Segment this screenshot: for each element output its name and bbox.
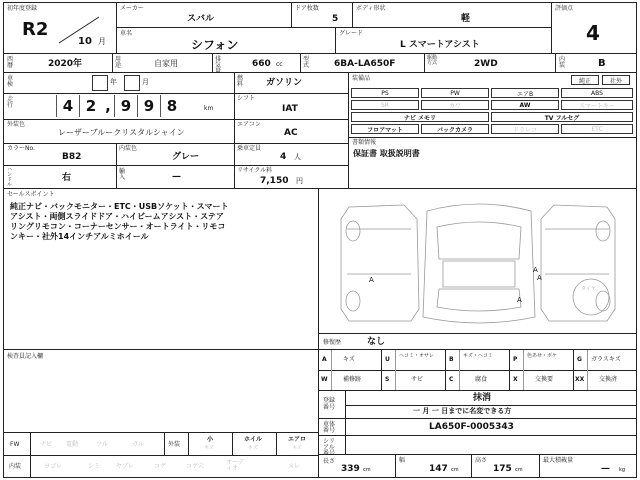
handle-value: 右 [62, 173, 72, 183]
sales-points [3, 188, 319, 350]
year-label: 西暦 [7, 56, 14, 69]
first-reg-month: 10 [78, 36, 92, 47]
equip-backcam-label: バックカメラ [436, 126, 473, 134]
sales-line: アシスト・両側スライドドア・ハイビームアシスト・ステア [10, 212, 224, 221]
height-value: 175 [493, 464, 512, 474]
docs-value: 保証書 取扱説明書 [353, 149, 420, 158]
tire-label: タイヤ [581, 286, 596, 292]
fuel-label: 燃料 [237, 75, 244, 88]
interior-row-label: 内装 [9, 463, 22, 470]
registration-note: 一 月 一 日までに名変できる方 [413, 407, 512, 415]
model-box [116, 27, 336, 54]
kg-unit: kg [619, 467, 626, 473]
equip-sr [351, 100, 419, 110]
width-value: 147 [429, 464, 448, 474]
equipment-title: 装備品 [352, 75, 371, 82]
doors-value: 5 [332, 14, 339, 24]
yen-unit: 円 [296, 177, 303, 185]
equip-airbag [491, 88, 559, 98]
import-label: 輸入 [119, 168, 126, 181]
recycle-value: 7,150 [260, 176, 289, 186]
grade-value: L スマートアシスト [400, 40, 480, 50]
equip-pw-label: PW [450, 89, 460, 97]
equip-floormat [351, 124, 419, 134]
legend-text: キズ [343, 356, 355, 363]
interior-item: シミ [88, 463, 101, 470]
legend-text: キズ・ヘコミ [463, 353, 493, 359]
ext-label: 外装 [168, 441, 181, 448]
type-value: 6BA-LA650F [334, 59, 396, 69]
first-reg-year: R2 [22, 19, 49, 40]
sales-line: ンキー・社外14インチアルミホイール [10, 232, 149, 241]
inspector-notes [3, 349, 319, 433]
capacity-value: 4 [280, 152, 287, 162]
equip-airbag-label: エアB [516, 90, 534, 98]
inspection-month-unit: 月 [142, 78, 149, 86]
body-label: ボディ形状 [356, 5, 386, 12]
recycle-label: リサイクル料 [237, 167, 273, 174]
legend-text: 腐食 [475, 376, 488, 383]
inspection-label: 車検 [7, 75, 14, 88]
damage-diagram [318, 188, 637, 334]
legend-text: 補修跡 [343, 376, 362, 383]
aero-sub: キズ [292, 445, 302, 451]
aircon-value: AC [284, 128, 298, 138]
fw-item: ナビ [40, 441, 53, 448]
body-box [352, 2, 552, 28]
legend-code: A [322, 356, 327, 363]
import-value: — [172, 172, 181, 182]
equip-tv-label: TV フルセグ [544, 114, 580, 122]
equip-pw [421, 88, 489, 98]
fw-item: ツル [96, 441, 109, 448]
equip-leather-label: カワ [448, 102, 461, 110]
first-reg-label: 初年度登録 [7, 5, 38, 12]
damage-mark: A [533, 266, 538, 274]
row3 [3, 53, 637, 73]
aircon-label: エアコン [237, 121, 261, 128]
wheel-label: ホイル [244, 436, 263, 443]
interior-label: 内装 [559, 56, 566, 69]
mileage-digit: 9 [137, 95, 160, 117]
chassis-label: 車体番号 [323, 421, 336, 434]
fw-item: ガル [132, 441, 145, 448]
equip-smartkey-label: スマートキー [579, 102, 615, 110]
equip-tv [491, 112, 633, 122]
equip-etc-label: ETC [591, 125, 603, 133]
chassis-value: LA650F-0005343 [429, 422, 514, 432]
equip-ps [351, 88, 419, 98]
maker-value: スバル [187, 14, 215, 24]
equip-smartkey [561, 100, 633, 110]
wheel-sub: キズ [248, 445, 258, 451]
doors-label: ドア枚数 [295, 5, 319, 12]
equip-backcam [421, 124, 489, 134]
repair-value: なし [367, 337, 386, 347]
int-color-label: 内装色 [119, 145, 138, 152]
maker-label: メーカー [120, 5, 144, 12]
score-value: 4 [586, 21, 600, 45]
shift-label: シフト [237, 95, 256, 102]
legend-text: ガラスキズ [591, 356, 621, 363]
body-value: 軽 [461, 14, 471, 24]
aero-label: エアロ [288, 436, 307, 443]
first-reg-box [3, 2, 117, 54]
interior-item: コゲ穴 [186, 463, 205, 470]
equip-sr-label: SR [381, 101, 389, 109]
registration-box [318, 390, 637, 419]
mileage-digits [56, 95, 183, 117]
serial-box [318, 435, 637, 455]
damage-legend [318, 349, 637, 391]
inspection-year-unit: 年 [110, 78, 117, 86]
drive-label: 駆動方式 [427, 55, 438, 66]
load-label: 最大積載量 [543, 457, 574, 464]
doors-box [291, 2, 353, 28]
mileage-digit: , [105, 97, 111, 115]
grade-box [335, 27, 552, 54]
mileage-digit: 8 [160, 95, 183, 117]
equipment-block [348, 72, 637, 189]
ext-color-label: 外装色 [7, 121, 26, 128]
height-label: 高さ [475, 457, 488, 464]
handle-label: ハンドル [7, 167, 13, 188]
grade-label: グレード [339, 30, 364, 37]
interior-item: コゲ [154, 463, 167, 470]
equip-dashcam-label: ドラレコ [512, 126, 537, 134]
small-label: 小 [207, 436, 214, 443]
legend-code: X [513, 376, 518, 383]
capacity-unit: 人 [294, 153, 301, 161]
genuine-tag [571, 75, 599, 85]
legend-code: B [449, 356, 454, 363]
cm-unit: cm [451, 467, 459, 473]
repair-label: 修復歴 [323, 339, 342, 346]
equip-abs [561, 88, 633, 98]
ext-color-value: レーザーブルークリスタルシャイン [58, 128, 185, 137]
aftermarket-tag-label: 社外 [609, 77, 622, 85]
legend-code: P [513, 356, 518, 363]
sales-line: 純正ナビ・バックモニター・ETC・USBソケット・スマート [10, 202, 229, 211]
cm-unit: cm [515, 467, 523, 473]
equip-leather [421, 100, 489, 110]
equip-dashcam [491, 124, 559, 134]
legend-text: サビ [411, 376, 424, 383]
dimensions-row [318, 454, 637, 478]
use-label: 用途 [115, 56, 122, 69]
year-value: 2020年 [48, 59, 83, 69]
aftermarket-tag [602, 75, 630, 85]
legend-code: XX [575, 376, 585, 383]
equip-aw [491, 100, 559, 110]
score-box [551, 2, 637, 54]
equip-etc [561, 124, 633, 134]
equip-aw-label: AW [519, 101, 531, 109]
registration-label: 登録番号 [323, 397, 336, 411]
inspector-label: 検査員記入欄 [7, 353, 44, 360]
legend-text: 交換要 [535, 376, 554, 383]
interior-item: ヨゴレ [44, 463, 63, 470]
legend-code: G [577, 356, 582, 363]
legend-text: 色あせ・ボケ [527, 353, 558, 359]
damage-mark: A [537, 274, 542, 282]
fw-item: 電動 [66, 441, 79, 448]
car-diagram-svg [319, 189, 636, 333]
small-sub: キズ [204, 445, 214, 451]
model-label: 車名 [120, 30, 133, 37]
disp-unit: cc [276, 61, 283, 68]
sales-label: セールスポイント [7, 191, 55, 198]
chassis-box [318, 418, 637, 436]
month-unit: 月 [98, 37, 106, 46]
color-no-value: B82 [62, 152, 82, 162]
type-label: 型式 [303, 56, 310, 69]
interior-item: ヌレ [288, 463, 301, 470]
specs-block [3, 72, 349, 189]
disp-value: 660 [252, 59, 271, 69]
equip-abs-label: ABS [591, 89, 603, 97]
legend-text: ヘコミ・オサレ [399, 353, 434, 359]
legend-code: U [385, 356, 390, 363]
interior-score: B [598, 58, 606, 69]
int-color-value: グレー [172, 152, 200, 162]
mileage-digit: 2 [79, 95, 102, 117]
cm-unit: cm [363, 467, 371, 473]
damage-mark: A [369, 276, 374, 284]
interior-item: オーディオ [226, 459, 245, 472]
fw-label: FW [10, 441, 20, 448]
legend-text: 交換済 [599, 376, 618, 383]
shift-value: IAT [282, 104, 298, 114]
disp-label: 排気 [215, 56, 222, 69]
legend-code: S [385, 376, 390, 383]
fw-row [3, 432, 319, 456]
mileage-digit: 4 [56, 95, 79, 117]
maker-box [116, 2, 292, 28]
interior-row [3, 455, 319, 478]
serial-label: シリアル [323, 438, 336, 451]
sales-line: リングリモコン・コーナーセンサー・オートライト・リモコ [10, 222, 226, 231]
drive-value: 2WD [474, 59, 498, 69]
length-value: 339 [341, 464, 360, 474]
score-label: 評価点 [555, 5, 574, 12]
load-value: — [601, 464, 610, 474]
interior-item: ヤブレ [116, 463, 134, 470]
registration-value: 抹消 [473, 393, 492, 403]
model-value: シフォン [191, 38, 239, 52]
equip-navi [351, 112, 489, 122]
sales-text [10, 202, 229, 242]
km-unit: km [204, 105, 214, 112]
legend-code: C [449, 376, 454, 383]
repair-history [318, 333, 637, 350]
capacity-label: 乗車定員 [237, 145, 262, 152]
legend-code: W [321, 376, 328, 383]
color-no-label: カラーNo. [7, 145, 35, 152]
damage-mark: A [517, 296, 522, 304]
equip-floormat-label: フロアマット [367, 126, 403, 134]
docs-label: 書類情報 [352, 139, 377, 146]
equip-ps-label: PS [381, 89, 389, 97]
fuel-value: ガソリン [266, 78, 303, 88]
width-label: 幅 [399, 457, 406, 464]
genuine-tag-label: 純正 [578, 77, 591, 85]
mileage-label: 走行 [7, 96, 14, 109]
equip-navi-label: ナビ メモリ [403, 114, 437, 122]
length-label: 長さ [323, 458, 336, 465]
use-value: 自家用 [154, 59, 178, 68]
mileage-digit: 9 [114, 95, 137, 117]
